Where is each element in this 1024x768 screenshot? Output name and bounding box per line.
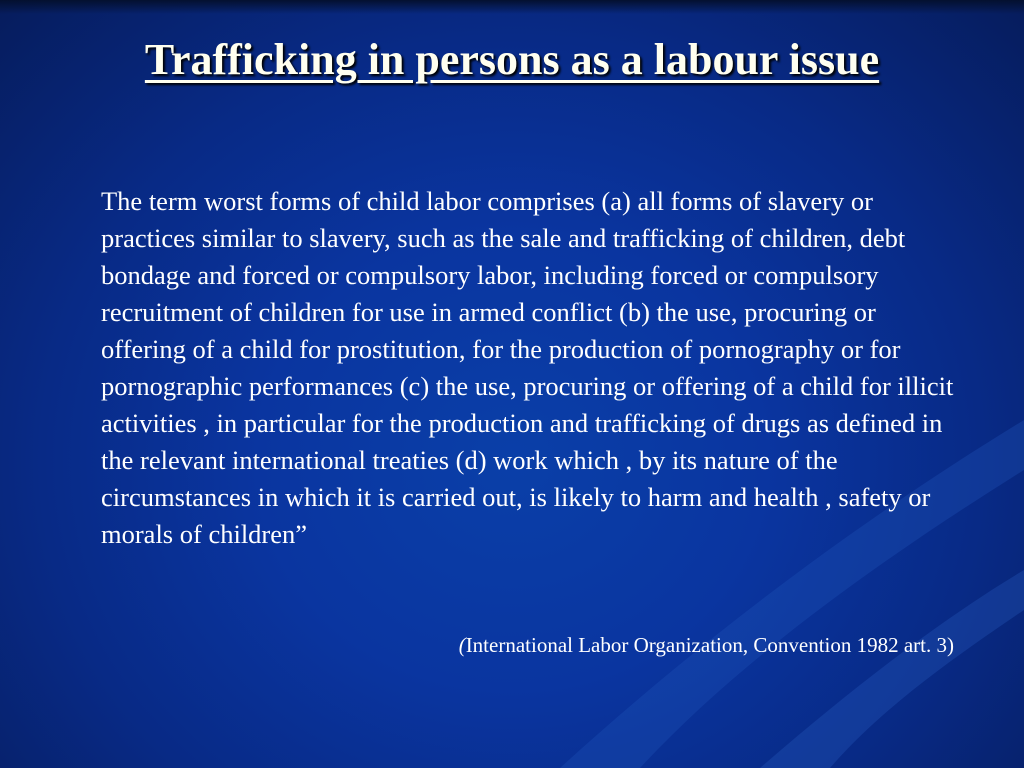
citation-text: International Labor Organization, Convention 1982 art. 3): [465, 633, 954, 657]
slide-body-text: The term worst forms of child labor comprises (a) all forms of slavery or practices similar to slavery, such as the sale and trafficking of children, debt bondage and forced or compulsory labor, including forced or compulsory recruitment of children for use in armed conflict (b) the use, procuring or offering of a child for prostitution, for the production of pornography or for pornographic performances (c) the use, procuring or offering of a child for illicit activities , in particular for the production and trafficking of drugs as defined in the relevant international treaties (d) work which , by its nature of the circumstances in which it is carried out, is likely to harm and health , safety or morals of children”: [101, 186, 954, 549]
slide-citation: [459, 631, 954, 659]
slide-top-band: [0, 0, 1024, 14]
citation-open-paren: (: [458, 633, 466, 657]
slide-title: Trafficking in persons as a labour issue: [144, 35, 880, 84]
